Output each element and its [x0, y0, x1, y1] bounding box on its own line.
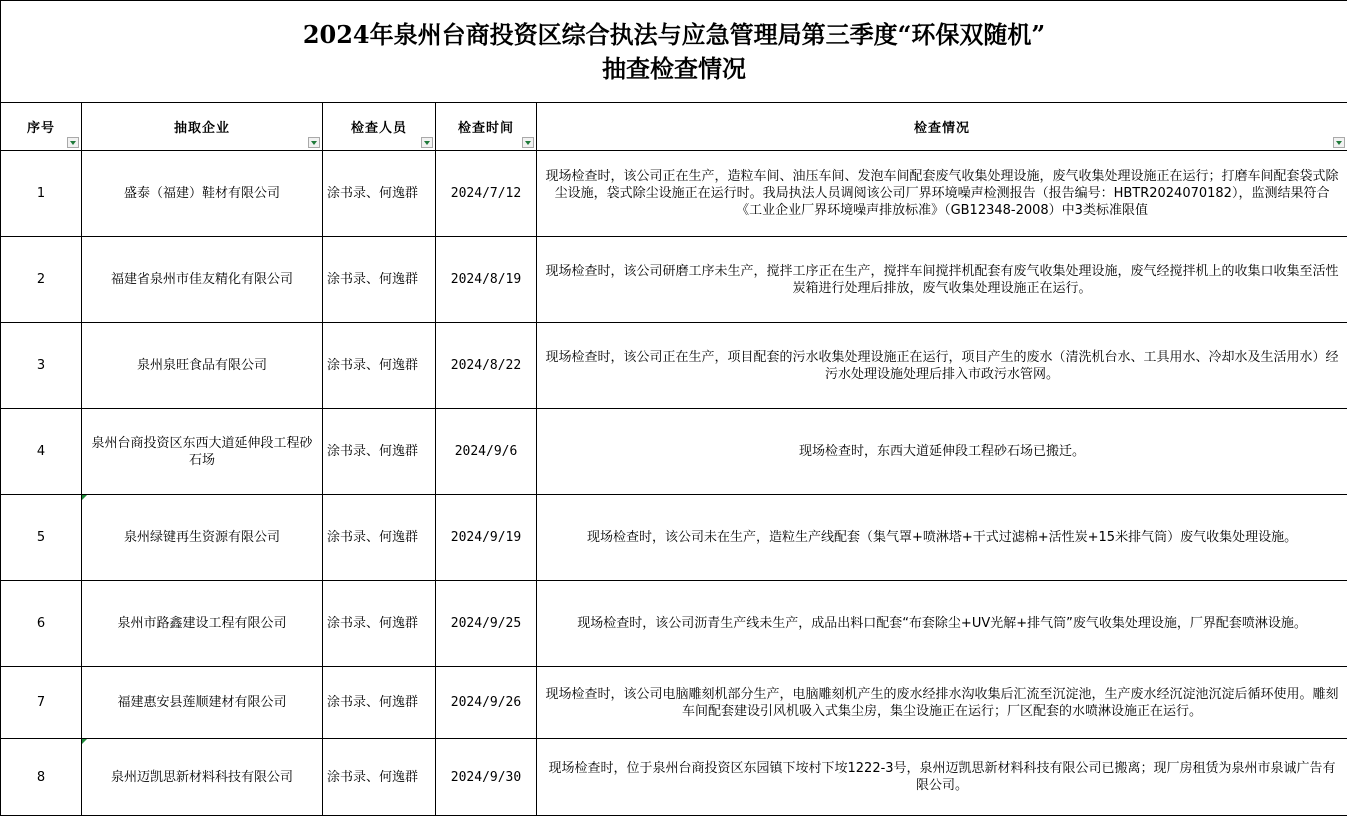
- header-company-label: 抽取企业: [174, 121, 230, 136]
- title-line-2: 抽查检查情况: [1, 52, 1347, 86]
- title-line-1: 2024年泉州台商投资区综合执法与应急管理局第三季度“环保双随机”: [1, 18, 1347, 52]
- cell-inspectors[interactable]: 涂书录、何逸群: [323, 581, 436, 667]
- cell-inspectors[interactable]: 涂书录、何逸群: [323, 237, 436, 323]
- cell-company[interactable]: [82, 495, 323, 581]
- cell-time[interactable]: 2024/8/19: [436, 237, 537, 323]
- cell-no[interactable]: 2: [1, 237, 82, 323]
- header-inspectors: [323, 103, 436, 151]
- header-time: [436, 103, 537, 151]
- error-indicator-icon: [82, 495, 87, 500]
- table-row: [1, 739, 1347, 816]
- cell-details[interactable]: 现场检查时，该公司正在生产，项目配套的污水收集处理设施正在运行，项目产生的废水（清洗机台水、工具用水、冷却水及生活用水）经污水处理设施处理后排入市政污水管网。: [537, 323, 1347, 409]
- cell-details[interactable]: 现场检查时，该公司电脑雕刻机部分生产，电脑雕刻机产生的废水经排水沟收集后汇流至沉淀池，生产废水经沉淀池沉淀后循环使用。雕刻车间配套建设引风机吸入式集尘房，集尘设施正在运行；厂区配套的水喷淋设施正在运行。: [537, 667, 1347, 739]
- cell-inspectors[interactable]: 涂书录、何逸群: [323, 151, 436, 237]
- header-row: [1, 103, 1347, 151]
- cell-company-text: 泉州绿键再生资源有限公司: [124, 530, 280, 545]
- cell-inspectors[interactable]: 涂书录、何逸群: [323, 323, 436, 409]
- header-inspectors-label: 检查人员: [351, 121, 407, 136]
- cell-details[interactable]: 现场检查时，该公司沥青生产线未生产，成品出料口配套“布套除尘+UV光解+排气筒”废气收集处理设施，厂界配套喷淋设施。: [537, 581, 1347, 667]
- cell-details[interactable]: 现场检查时，该公司正在生产，造粒车间、油压车间、发泡车间配套废气收集处理设施，废气收集处理设施正在运行；打磨车间配套袋式除尘设施，袋式除尘设施正在运行时。我局执法人员调阅该公司厂界环境噪声检测报告（报告编号：HBTR2024070182），监测结果符合《工业企业厂界环境噪声排放标准》（GB12348-2008）中3类标准限值: [537, 151, 1347, 237]
- cell-company[interactable]: 泉州台商投资区东西大道延伸段工程砂石场: [82, 409, 323, 495]
- table-row: [1, 667, 1347, 739]
- cell-no[interactable]: 1: [1, 151, 82, 237]
- filter-dropdown-icon[interactable]: [421, 137, 433, 148]
- sheet-title: [1, 1, 1347, 103]
- filter-dropdown-icon[interactable]: [1333, 137, 1345, 148]
- cell-time[interactable]: 2024/7/12: [436, 151, 537, 237]
- cell-company[interactable]: 盛泰（福建）鞋材有限公司: [82, 151, 323, 237]
- table-row: [1, 581, 1347, 667]
- cell-no[interactable]: 8: [1, 739, 82, 816]
- table-row: [1, 409, 1347, 495]
- header-details-label: 检查情况: [914, 121, 970, 136]
- cell-inspectors[interactable]: 涂书录、何逸群: [323, 495, 436, 581]
- filter-dropdown-icon[interactable]: [522, 137, 534, 148]
- cell-time[interactable]: 2024/9/19: [436, 495, 537, 581]
- cell-company[interactable]: 福建惠安县莲顺建材有限公司: [82, 667, 323, 739]
- cell-company[interactable]: 泉州市路鑫建设工程有限公司: [82, 581, 323, 667]
- cell-details[interactable]: 现场检查时，位于泉州台商投资区东园镇下垵村下垵1222-3号，泉州迈凯思新材料科技有限公司已搬离；现厂房租赁为泉州市泉诚广告有限公司。: [537, 739, 1347, 816]
- cell-time[interactable]: 2024/9/6: [436, 409, 537, 495]
- cell-inspectors[interactable]: 涂书录、何逸群: [323, 409, 436, 495]
- header-no: [1, 103, 82, 151]
- cell-no[interactable]: 3: [1, 323, 82, 409]
- cell-company[interactable]: 福建省泉州市佳友精化有限公司: [82, 237, 323, 323]
- table-row: [1, 495, 1347, 581]
- header-no-label: 序号: [27, 121, 55, 136]
- cell-inspectors[interactable]: 涂书录、何逸群: [323, 667, 436, 739]
- cell-no[interactable]: 7: [1, 667, 82, 739]
- table-row: [1, 237, 1347, 323]
- table-row: [1, 323, 1347, 409]
- error-indicator-icon: [82, 739, 87, 744]
- header-company: [82, 103, 323, 151]
- cell-inspectors[interactable]: 涂书录、何逸群: [323, 739, 436, 816]
- header-details: [537, 103, 1347, 151]
- cell-details[interactable]: 现场检查时，东西大道延伸段工程砂石场已搬迁。: [537, 409, 1347, 495]
- cell-company[interactable]: 泉州泉旺食品有限公司: [82, 323, 323, 409]
- cell-time[interactable]: 2024/9/26: [436, 667, 537, 739]
- filter-dropdown-icon[interactable]: [67, 137, 79, 148]
- cell-no[interactable]: 4: [1, 409, 82, 495]
- cell-company-text: 泉州迈凯思新材料科技有限公司: [111, 770, 293, 785]
- table-row: [1, 151, 1347, 237]
- filter-dropdown-icon[interactable]: [308, 137, 320, 148]
- cell-details[interactable]: 现场检查时，该公司未在生产，造粒生产线配套（集气罩+喷淋塔+干式过滤棉+活性炭+15米排气筒）废气收集处理设施。: [537, 495, 1347, 581]
- header-time-label: 检查时间: [458, 121, 514, 136]
- cell-time[interactable]: 2024/9/25: [436, 581, 537, 667]
- cell-no[interactable]: 5: [1, 495, 82, 581]
- cell-no[interactable]: 6: [1, 581, 82, 667]
- cell-time[interactable]: 2024/8/22: [436, 323, 537, 409]
- cell-time[interactable]: 2024/9/30: [436, 739, 537, 816]
- cell-details[interactable]: 现场检查时，该公司研磨工序未生产，搅拌工序正在生产，搅拌车间搅拌机配套有废气收集处理设施，废气经搅拌机上的收集口收集至活性炭箱进行处理后排放，废气收集处理设施正在运行。: [537, 237, 1347, 323]
- cell-company[interactable]: [82, 739, 323, 816]
